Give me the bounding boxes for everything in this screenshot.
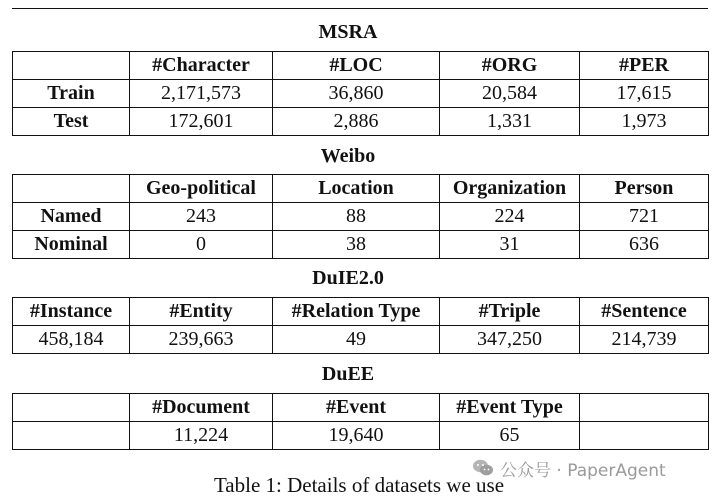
table-cell: 347,250 — [440, 326, 580, 354]
header-cell — [580, 394, 709, 422]
msra-title: MSRA — [318, 21, 378, 43]
table-cell: 636 — [580, 231, 709, 259]
table-cell: 36,860 — [273, 80, 440, 108]
table-cell: 214,739 — [580, 326, 709, 354]
table-cell: 243 — [130, 203, 273, 231]
table-cell: 172,601 — [130, 108, 273, 136]
table-row — [13, 203, 709, 231]
weibo-title: Weibo — [320, 145, 376, 167]
header-cell: #LOC — [273, 52, 440, 80]
table-row — [13, 231, 709, 259]
duie-table — [12, 297, 709, 354]
header-cell: Person — [580, 175, 709, 203]
weibo-table — [12, 174, 709, 259]
table-cell: 2,886 — [273, 108, 440, 136]
table-cell — [580, 422, 709, 450]
top-rule — [12, 8, 708, 9]
header-cell: #ORG — [440, 52, 580, 80]
table-row — [13, 326, 709, 354]
table-cell: 224 — [440, 203, 580, 231]
header-cell: #Document — [130, 394, 273, 422]
header-cell: #Event — [273, 394, 440, 422]
header-cell: #Relation Type — [273, 298, 440, 326]
table-cell: 458,184 — [13, 326, 130, 354]
table-cell — [13, 422, 130, 450]
table-cell: 31 — [440, 231, 580, 259]
table-row — [13, 108, 709, 136]
header-cell: #Instance — [13, 298, 130, 326]
header-cell: Organization — [440, 175, 580, 203]
header-cell: #Sentence — [580, 298, 709, 326]
table-cell: 2,171,573 — [130, 80, 273, 108]
row-header-cell: Train — [13, 80, 130, 108]
header-cell: Geo-political — [130, 175, 273, 203]
table-cell: 88 — [273, 203, 440, 231]
table-cell: 20,584 — [440, 80, 580, 108]
header-cell: #Triple — [440, 298, 580, 326]
table-header-row — [13, 175, 709, 203]
header-cell: #Event Type — [440, 394, 580, 422]
table-cell: 721 — [580, 203, 709, 231]
table-cell: 1,973 — [580, 108, 709, 136]
table-cell: 49 — [273, 326, 440, 354]
table-cell: 11,224 — [130, 422, 273, 450]
msra-table — [12, 51, 709, 136]
header-cell: #Character — [130, 52, 273, 80]
table-cell: 19,640 — [273, 422, 440, 450]
duie-title: DuIE2.0 — [312, 267, 384, 289]
table-cell: 1,331 — [440, 108, 580, 136]
table-header-row — [13, 298, 709, 326]
header-cell — [13, 175, 130, 203]
table-cell: 0 — [130, 231, 273, 259]
table-row — [13, 422, 709, 450]
table-caption: Table 1: Details of datasets we use — [213, 473, 505, 497]
table-header-row — [13, 394, 709, 422]
duee-title: DuEE — [321, 363, 375, 385]
table-cell: 65 — [440, 422, 580, 450]
row-header-cell: Nominal — [13, 231, 130, 259]
table-header-row — [13, 52, 709, 80]
header-cell: Location — [273, 175, 440, 203]
header-cell: #PER — [580, 52, 709, 80]
header-cell: #Entity — [130, 298, 273, 326]
table-cell: 239,663 — [130, 326, 273, 354]
row-header-cell: Test — [13, 108, 130, 136]
table-cell: 17,615 — [580, 80, 709, 108]
watermark-text: 公众号 · PaperAgent — [500, 460, 666, 481]
header-cell — [13, 394, 130, 422]
header-cell — [13, 52, 130, 80]
row-header-cell: Named — [13, 203, 130, 231]
duee-table — [12, 393, 709, 450]
table-cell: 38 — [273, 231, 440, 259]
table-row — [13, 80, 709, 108]
